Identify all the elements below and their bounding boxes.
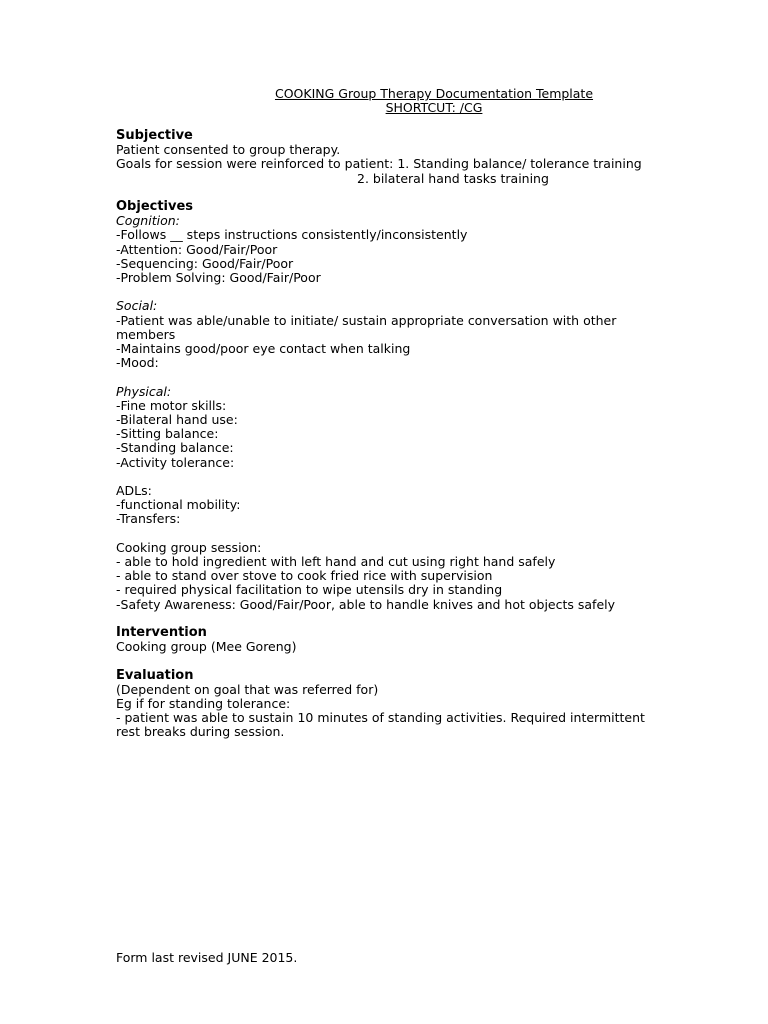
spacer — [116, 186, 646, 200]
evaluation-line: (Dependent on goal that was referred for) — [116, 681, 379, 697]
adls-item: -Transfers: — [116, 511, 181, 527]
adls-item: -functional mobility: — [116, 497, 241, 513]
objectives-section — [116, 200, 646, 612]
spacer — [116, 654, 646, 668]
cooking-session-item: -Safety Awareness: Good/Fair/Poor, able to handle knives and hot objects safely — [116, 596, 616, 612]
social-item: -Mood: — [116, 355, 159, 371]
physical-item: -Standing balance: — [116, 440, 234, 456]
cognition-item: -Attention: Good/Fair/Poor — [116, 241, 278, 257]
social-label: Social: — [116, 298, 158, 314]
cooking-session-label: Cooking group session: — [116, 539, 262, 555]
cognition-item: -Follows __ steps instructions consistently/inconsistently — [116, 227, 468, 243]
revision-footer: Form last revised JUNE 2015. — [116, 950, 298, 965]
cooking-session-item: - required physical facilitation to wipe utensils dry in standing — [116, 582, 503, 598]
evaluation-line: - patient was able to sustain 10 minutes of standing activities. Required intermittent rest breaks during session. — [116, 710, 645, 740]
spacer — [116, 470, 646, 484]
evaluation-section — [116, 669, 646, 740]
intervention-text: Cooking group (Mee Goreng) — [116, 639, 297, 655]
physical-item: -Activity tolerance: — [116, 454, 235, 470]
social-item: -Patient was able/unable to initiate/ sustain appropriate conversation with other members — [116, 312, 617, 342]
subjective-goals-line: Goals for session were reinforced to patient: 1. Standing balance/ tolerance training — [116, 156, 642, 172]
spacer — [116, 285, 646, 299]
physical-label: Physical: — [116, 383, 172, 399]
cognition-label: Cognition: — [116, 213, 180, 229]
cognition-item: -Sequencing: Good/Fair/Poor — [116, 255, 294, 271]
objectives-heading: Objectives — [116, 199, 194, 214]
cooking-session-item: - able to hold ingredient with left hand and cut using right hand safely — [116, 554, 556, 570]
shortcut-label: SHORTCUT: /CG — [385, 100, 483, 116]
spacer — [116, 527, 646, 541]
spacer — [116, 370, 646, 384]
social-item: -Maintains good/poor eye contact when talking — [116, 341, 411, 357]
document-body — [116, 129, 646, 740]
document-title: COOKING Group Therapy Documentation Template — [274, 86, 594, 101]
cognition-item: -Problem Solving: Good/Fair/Poor — [116, 270, 321, 286]
intervention-section — [116, 626, 646, 654]
subjective-goal-2-line: 2. bilateral hand tasks training — [357, 170, 549, 186]
spacer — [116, 612, 646, 626]
physical-item: -Fine motor skills: — [116, 397, 227, 413]
subjective-heading: Subjective — [116, 128, 193, 143]
physical-item: -Bilateral hand use: — [116, 412, 238, 428]
adls-label: ADLs: — [116, 483, 152, 499]
physical-item: -Sitting balance: — [116, 426, 219, 442]
cooking-session-item: - able to stand over stove to cook fried rice with supervision — [116, 568, 493, 584]
subjective-consent-line: Patient consented to group therapy. — [116, 142, 341, 158]
evaluation-heading: Evaluation — [116, 667, 194, 683]
document-header — [0, 87, 768, 115]
subjective-section — [116, 129, 646, 186]
intervention-heading: Intervention — [116, 625, 207, 641]
evaluation-line: Eg if for standing tolerance: — [116, 696, 291, 712]
